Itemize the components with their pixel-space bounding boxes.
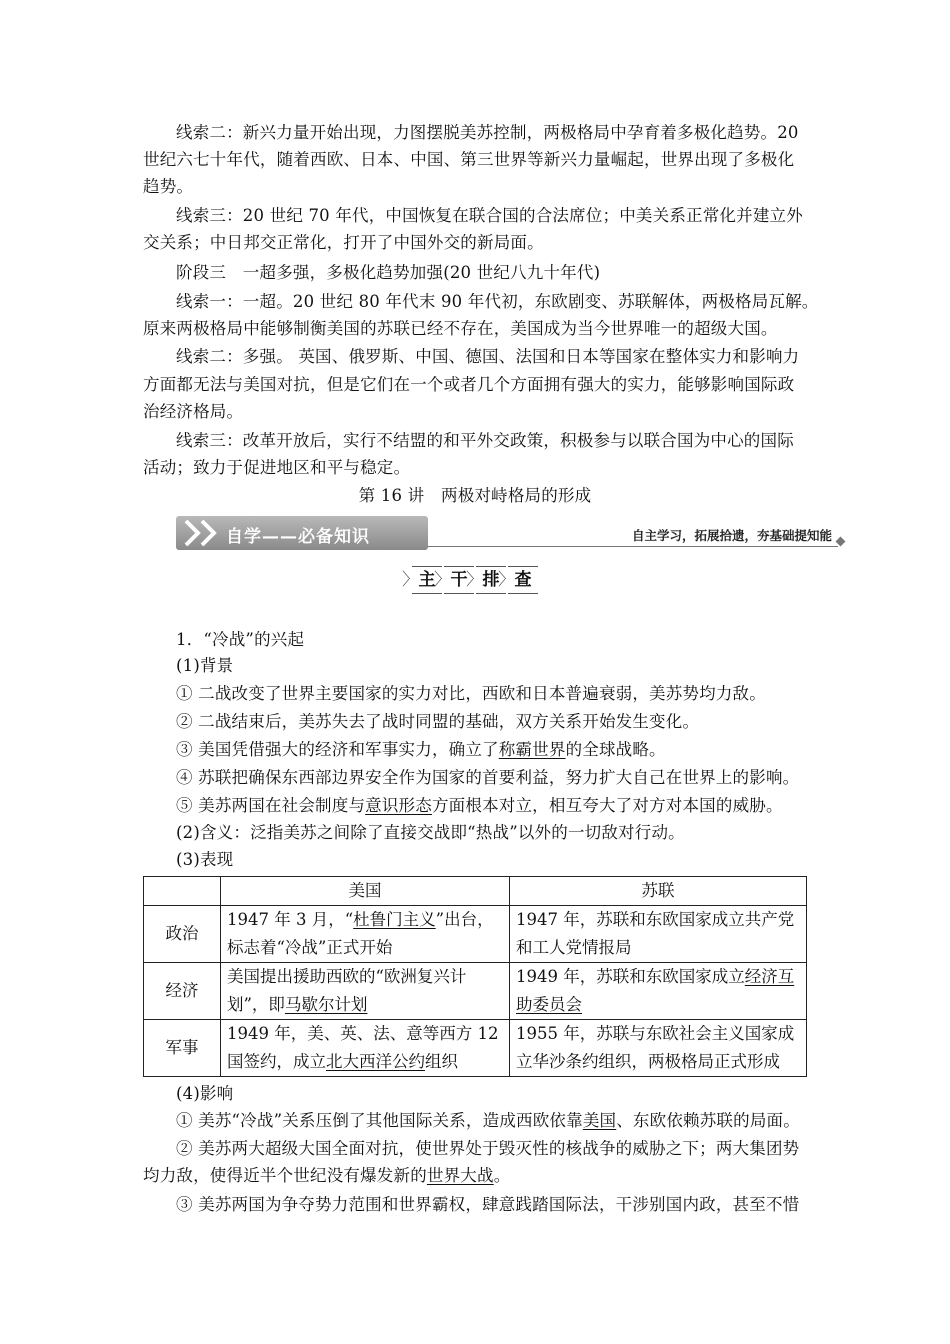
paragraph-line: 线索三：改革开放后，实行不结盟的和平外交政策，积极参与以联合国为中心的国际 <box>176 431 794 450</box>
paragraph-line: 线索三：20 世纪 70 年代，中国恢复在联合国的合法席位；中美关系正常化并建立外 <box>176 206 803 225</box>
table-header-us: 美国 <box>221 877 510 906</box>
row-label: 政治 <box>144 906 221 963</box>
banner-title: 自学——必备知识 <box>226 527 370 547</box>
section-banner <box>176 516 846 552</box>
impact-item-2-cont: 均力敌，使得近半个世纪没有爆发新的世界大战。 <box>143 1166 511 1185</box>
impact-item-3: ③ 美苏两国为争夺势力范围和世界霸权，肆意践踏国际法，干涉别国内政，甚至不惜 <box>176 1195 800 1214</box>
table-row <box>144 1020 807 1077</box>
paragraph-line: 世纪六七十年代，随着西欧、日本、中国、第三世界等新兴力量崛起，世界出现了多极化 <box>143 150 795 169</box>
diamond-icon <box>836 537 846 547</box>
performance-label: (3)表现 <box>176 850 234 869</box>
section-title-char: 〉 干 <box>444 566 474 594</box>
table-cell: 1949 年，苏联和东欧国家成立经济互 助委员会 <box>510 963 807 1020</box>
paragraph-line: 治经济格局。 <box>143 402 244 421</box>
chevron-right-icon <box>198 519 218 547</box>
section-title <box>0 566 950 594</box>
section-title-char: 〉 主 <box>412 566 442 594</box>
table-row <box>144 906 807 963</box>
paragraph-line: 趋势。 <box>143 177 194 196</box>
banner-divider <box>428 546 838 547</box>
key-term: 北大西洋公约 <box>326 1052 425 1071</box>
key-term: 助委员会 <box>516 995 582 1014</box>
paragraph-line: 线索二：多强。 英国、俄罗斯、中国、德国、法国和日本等国家在整体实力和影响力 <box>176 347 800 366</box>
impact-item-2: ② 美苏两大超级大国全面对抗，使世界处于毁灭性的核战争的威胁之下；两大集团势 <box>176 1139 800 1158</box>
table-cell: 美国提出援助西欧的“欧洲复兴计 划”，即马歇尔计划 <box>221 963 510 1020</box>
impact-item-1: ① 美苏“冷战”关系压倒了其他国际关系，造成西欧依靠美国、东欧依赖苏联的局面。 <box>176 1111 800 1130</box>
stage-heading: 阶段三 一超多强，多极化趋势加强(20 世纪八九十年代) <box>176 263 601 282</box>
background-item-4: ④ 苏联把确保东西部边界安全作为国家的首要利益，努力扩大自己在世界上的影响。 <box>176 768 800 787</box>
table-row <box>144 963 807 1020</box>
paragraph-line: 交关系；中日邦交正常化，打开了中国外交的新局面。 <box>143 233 544 252</box>
key-term: 经济互 <box>744 967 795 986</box>
table-cell: 1949 年，美、英、法、意等西方 12 国签约，成立北大西洋公约组织 <box>221 1020 510 1077</box>
background-item-1: ① 二战改变了世界主要国家的实力对比，西欧和日本普遍衰弱，美苏势均力敌。 <box>176 684 766 703</box>
impact-label: (4)影响 <box>176 1084 234 1103</box>
lecture-title: 第 16 讲 两极对峙格局的形成 <box>358 486 592 505</box>
background-item-2: ② 二战结束后，美苏失去了战时同盟的基础，双方关系开始发生变化。 <box>176 712 700 731</box>
background-item-5: ⑤ 美苏两国在社会制度与意识形态方面根本对立，相互夸大了对方对本国的威胁。 <box>176 796 783 815</box>
key-term: 称霸世界 <box>498 740 566 759</box>
row-label: 经济 <box>144 963 221 1020</box>
paragraph-line: 方面都无法与美国对抗，但是它们在一个或者几个方面拥有强大的实力，能够影响国际政 <box>143 375 795 394</box>
banner-subtitle: 自主学习，拓展拾遗，夯基础提知能 <box>631 528 832 543</box>
background-item-3: ③ 美国凭借强大的经济和军事实力，确立了称霸世界的全球战略。 <box>176 740 666 759</box>
background-label: (1)背景 <box>176 656 234 675</box>
table-header-empty <box>144 877 221 906</box>
key-term: 马歇尔计划 <box>284 995 368 1014</box>
key-term: 世界大战 <box>426 1166 494 1185</box>
section-title-char: 〉 排 <box>476 566 506 594</box>
paragraph-line: 线索二：新兴力量开始出现，力图摆脱美苏控制，两极格局中孕育着多极化趋势。20 <box>176 123 799 142</box>
row-label: 军事 <box>144 1020 221 1077</box>
key-term: 杜鲁门主义 <box>353 910 436 929</box>
paragraph-line: 线索一：一超。20 世纪 80 年代末 90 年代初，东欧剧变、苏联解体，两极格局瓦解。 <box>176 292 819 311</box>
paragraph-line: 原来两极格局中能够制衡美国的苏联已经不存在，美国成为当今世界唯一的超级大国。 <box>143 319 778 338</box>
table-header-ussr: 苏联 <box>510 877 807 906</box>
table-cell: 1947 年 3 月，“杜鲁门主义”出台， 标志着“冷战”正式开始 <box>221 906 510 963</box>
key-term: 美国 <box>582 1111 617 1130</box>
meaning-line: (2)含义：泛指美苏之间除了直接交战即“热战”以外的一切敌对行动。 <box>176 823 685 842</box>
section-title-char: 〉 查 <box>508 566 538 594</box>
heading-1: 1．“冷战”的兴起 <box>176 630 305 649</box>
paragraph-line: 活动；致力于促进地区和平与稳定。 <box>143 458 411 477</box>
table-cell: 1947 年，苏联和东欧国家成立共产党 和工人党情报局 <box>510 906 807 963</box>
comparison-table <box>143 876 807 1077</box>
key-term: 意识形态 <box>365 796 432 815</box>
table-cell: 1955 年，苏联与东欧社会主义国家成 立华沙条约组织，两极格局正式形成 <box>510 1020 807 1077</box>
